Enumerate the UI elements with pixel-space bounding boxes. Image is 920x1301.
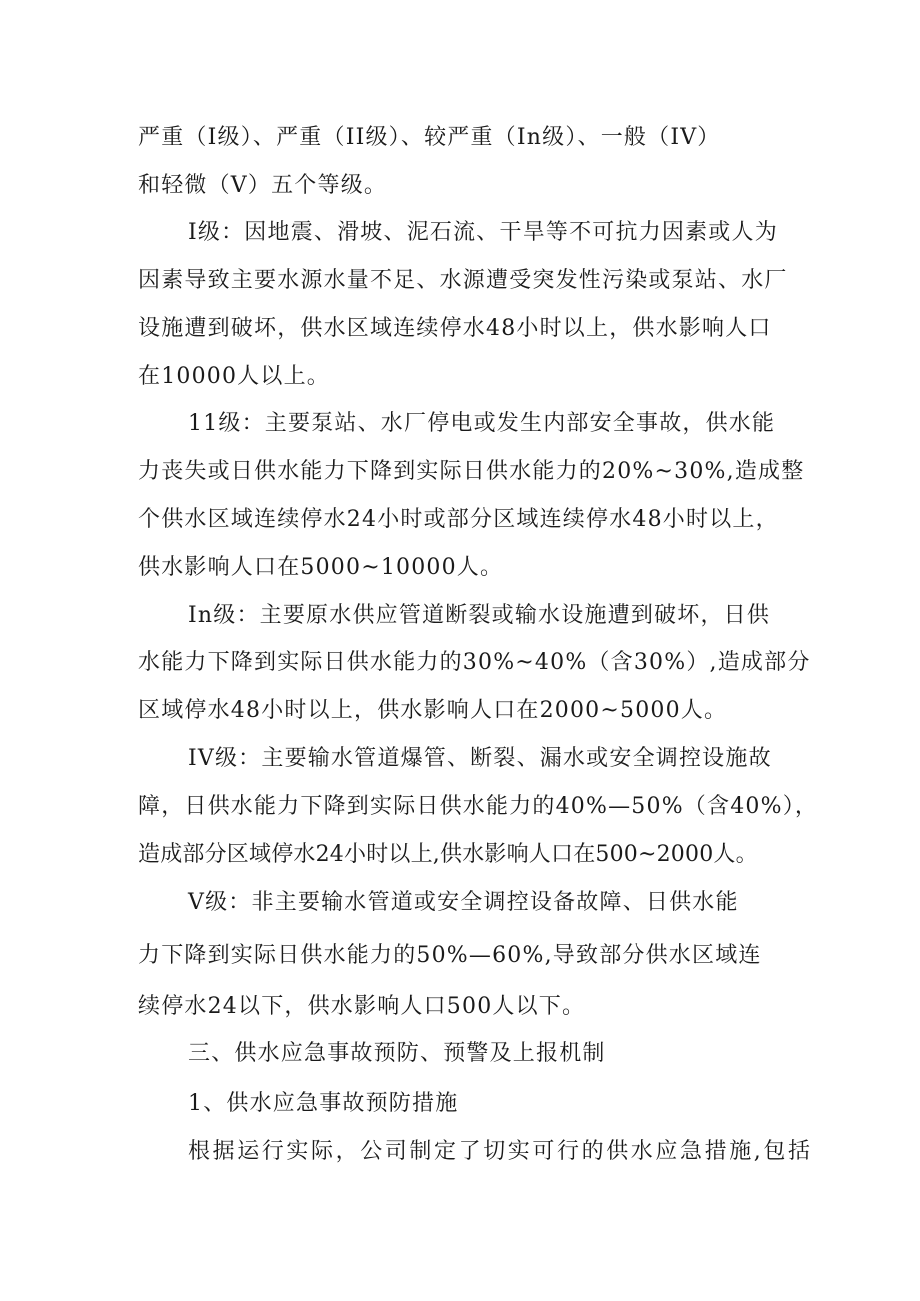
paragraph-line: 设施遭到破坏，供水区域连续停水48小时以上，供水影响人口: [138, 316, 772, 341]
level-1-description: I级：因地震、滑坡、泥石流、干旱等不可抗力因素或人为: [188, 220, 778, 245]
paragraph-line: 水能力下降到实际日供水能力的30%~40%（含30%）,造成部分: [138, 650, 811, 675]
level-4-description: IV级：主要输水管道爆管、断裂、漏水或安全调控设施故: [188, 746, 772, 771]
section-heading: 三、供水应急事故预防、预警及上报机制: [188, 1041, 606, 1066]
level-2-description: 11级：主要泵站、水厂停电或发生内部安全事故，供水能: [188, 411, 776, 436]
paragraph-line: 障，日供水能力下降到实际日供水能力的40%—50%（含40%），: [138, 794, 819, 819]
subsection-heading: 1、供水应急事故预防措施: [188, 1091, 459, 1116]
paragraph-line: 造成部分区域停水24小时以上,供水影响人口在500~2000人。: [138, 842, 758, 867]
paragraph-line: 力下降到实际日供水能力的50%—60%,导致部分供水区域连: [138, 943, 762, 968]
paragraph-line: 在10000人以上。: [138, 364, 330, 389]
paragraph-line: 和轻微（V）五个等级。: [138, 173, 388, 198]
paragraph-line: 续停水24以下，供水影响人口500人以下。: [138, 994, 586, 1019]
paragraph-line: 因素导致主要水源水量不足、水源遭受突发性污染或泵站、水厂: [138, 268, 788, 293]
level-5-description: V级：非主要输水管道或安全调控设备故障、日供水能: [188, 890, 739, 915]
paragraph-line: 个供水区域连续停水24小时或部分区域连续停水48小时以上，: [138, 507, 779, 532]
paragraph-line: 力丧失或日供水能力下降到实际日供水能力的20%~30%,造成整: [138, 459, 805, 484]
paragraph-line: 区域停水48小时以上，供水影响人口在2000~5000人。: [138, 698, 728, 723]
paragraph-line: 供水影响人口在5000~10000人。: [138, 555, 504, 580]
level-3-description: In级：主要原水供应管道断裂或输水设施遭到破坏，日供: [188, 603, 771, 628]
paragraph-line: 严重（I级）、严重（II级）、较严重（In级）、一般（IV）: [138, 125, 721, 150]
paragraph-line: 根据运行实际，公司制定了切实可行的供水应急措施,包括: [188, 1139, 813, 1164]
